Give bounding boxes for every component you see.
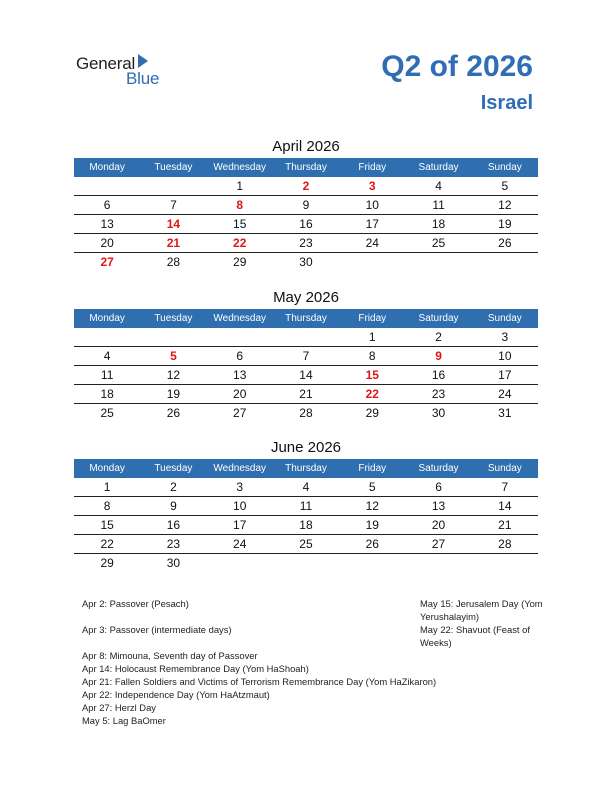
day-cell: 27 bbox=[431, 537, 446, 551]
day-cell: 31 bbox=[498, 406, 512, 420]
week-row bbox=[74, 328, 538, 347]
day-cell: 23 bbox=[431, 387, 446, 401]
day-cell: 1 bbox=[236, 179, 244, 193]
day-cell: 25 bbox=[431, 236, 446, 250]
month-grid bbox=[74, 177, 538, 271]
empty-day-cell bbox=[74, 177, 140, 195]
weekday-label: Monday bbox=[89, 463, 125, 474]
weekday-label: Thursday bbox=[285, 313, 327, 324]
weekday-label: Saturday bbox=[418, 313, 459, 324]
weekday-label: Friday bbox=[358, 162, 387, 173]
month-title: April 2026 bbox=[272, 138, 340, 155]
day-cell: 26 bbox=[166, 406, 181, 420]
day-cell: 30 bbox=[299, 255, 313, 269]
day-cell: 10 bbox=[365, 198, 379, 212]
weekday-label: Sunday bbox=[487, 313, 522, 324]
day-cell: 5 bbox=[368, 480, 376, 494]
day-cell: 18 bbox=[431, 217, 446, 231]
weekday-label: Friday bbox=[358, 313, 387, 324]
day-cell: 27 bbox=[100, 255, 114, 269]
weekday-header bbox=[74, 309, 538, 328]
empty-day-cell bbox=[472, 253, 538, 271]
quarter-title: Q2 of 2026 bbox=[381, 50, 533, 83]
day-cell: 24 bbox=[498, 387, 512, 401]
month-grid bbox=[74, 328, 538, 422]
empty-day-cell bbox=[472, 554, 538, 572]
day-cell: 14 bbox=[299, 368, 313, 382]
logo-word-blue: Blue bbox=[126, 69, 160, 88]
holiday-note: Apr 21: Fallen Soldiers and Victims of Terrorism Remembrance Day (Yom HaZikaron) bbox=[82, 676, 437, 687]
week-row bbox=[74, 234, 538, 253]
day-cell: 7 bbox=[170, 198, 177, 212]
weekday-label: Monday bbox=[89, 162, 125, 173]
day-cell: 8 bbox=[103, 499, 111, 513]
month-title: May 2026 bbox=[273, 289, 339, 306]
day-cell: 21 bbox=[166, 236, 181, 250]
day-cell: 6 bbox=[103, 198, 111, 212]
day-cell: 14 bbox=[498, 499, 512, 513]
empty-day-cell bbox=[207, 328, 273, 346]
holiday-note: May 5: Lag BaOmer bbox=[82, 715, 166, 726]
month-grid bbox=[74, 478, 538, 572]
weekday-label: Tuesday bbox=[154, 463, 193, 474]
day-cell: 24 bbox=[365, 236, 379, 250]
week-row bbox=[74, 404, 538, 422]
empty-day-cell bbox=[339, 253, 405, 271]
day-cell: 4 bbox=[435, 179, 442, 193]
empty-day-cell bbox=[140, 328, 206, 346]
day-cell: 27 bbox=[233, 406, 247, 420]
holiday-notes-left bbox=[82, 597, 436, 727]
day-cell: 12 bbox=[166, 368, 181, 382]
month-june bbox=[74, 437, 538, 572]
weekday-label: Tuesday bbox=[154, 162, 193, 173]
day-cell: 3 bbox=[368, 179, 376, 193]
day-cell: 6 bbox=[236, 349, 244, 363]
logo-word-general: General bbox=[76, 54, 136, 73]
week-row bbox=[74, 177, 538, 196]
day-cell: 22 bbox=[233, 236, 247, 250]
day-cell: 6 bbox=[435, 480, 442, 494]
weekday-label: Saturday bbox=[418, 463, 459, 474]
holiday-note: Apr 3: Passover (intermediate days) bbox=[82, 624, 232, 635]
day-cell: 2 bbox=[435, 330, 442, 344]
day-cell: 28 bbox=[166, 255, 181, 269]
logo bbox=[76, 52, 176, 88]
weekday-header bbox=[74, 158, 538, 177]
day-cell: 23 bbox=[299, 236, 313, 250]
day-cell: 8 bbox=[236, 198, 244, 212]
day-cell: 29 bbox=[233, 255, 247, 269]
day-cell: 19 bbox=[498, 217, 512, 231]
day-cell: 29 bbox=[100, 556, 114, 570]
day-cell: 26 bbox=[498, 236, 512, 250]
week-row bbox=[74, 347, 538, 366]
day-cell: 15 bbox=[100, 518, 114, 532]
day-cell: 28 bbox=[299, 406, 313, 420]
day-cell: 22 bbox=[100, 537, 114, 551]
day-cell: 22 bbox=[365, 387, 379, 401]
day-cell: 10 bbox=[233, 499, 247, 513]
weekday-label: Tuesday bbox=[154, 313, 193, 324]
day-cell: 16 bbox=[299, 217, 313, 231]
day-cell: 24 bbox=[233, 537, 247, 551]
weekday-label: Wednesday bbox=[213, 463, 267, 474]
week-row bbox=[74, 366, 538, 385]
note-spacer bbox=[82, 610, 436, 623]
holiday-note: Apr 14: Holocaust Remembrance Day (Yom HaShoah) bbox=[82, 663, 309, 674]
week-row bbox=[74, 253, 538, 271]
day-cell: 25 bbox=[299, 537, 313, 551]
day-cell: 13 bbox=[100, 217, 114, 231]
holiday-note: May 15: Jerusalem Day (Yom Yerushalayim) bbox=[420, 598, 543, 622]
day-cell: 4 bbox=[103, 349, 111, 363]
empty-day-cell bbox=[207, 554, 273, 572]
empty-day-cell bbox=[405, 253, 471, 271]
day-cell: 19 bbox=[365, 518, 379, 532]
day-cell: 30 bbox=[431, 406, 446, 420]
holiday-note: Apr 27: Herzl Day bbox=[82, 702, 156, 713]
holiday-notes-right bbox=[420, 597, 545, 649]
country-name: Israel bbox=[480, 92, 533, 114]
month-may bbox=[74, 287, 538, 422]
day-cell: 7 bbox=[302, 349, 310, 363]
empty-day-cell bbox=[273, 554, 339, 572]
day-cell: 9 bbox=[170, 499, 177, 513]
holiday-note: May 22: Shavuot (Feast of Weeks) bbox=[420, 624, 530, 648]
day-cell: 5 bbox=[501, 179, 509, 193]
day-cell: 18 bbox=[100, 387, 114, 401]
day-cell: 13 bbox=[431, 499, 446, 513]
day-cell: 11 bbox=[299, 499, 313, 513]
week-row bbox=[74, 497, 538, 516]
day-cell: 13 bbox=[233, 368, 247, 382]
day-cell: 28 bbox=[498, 537, 512, 551]
day-cell: 14 bbox=[166, 217, 181, 231]
logo-triangle-icon bbox=[138, 54, 148, 68]
holiday-note: Apr 2: Passover (Pesach) bbox=[82, 598, 189, 609]
day-cell: 16 bbox=[166, 518, 181, 532]
week-row bbox=[74, 215, 538, 234]
weekday-label: Saturday bbox=[418, 162, 459, 173]
weekday-header bbox=[74, 459, 538, 478]
day-cell: 29 bbox=[365, 406, 379, 420]
day-cell: 10 bbox=[498, 349, 512, 363]
week-row bbox=[74, 196, 538, 215]
weekday-label: Wednesday bbox=[213, 313, 267, 324]
weekday-label: Friday bbox=[358, 463, 387, 474]
note-spacer bbox=[82, 636, 436, 649]
day-cell: 1 bbox=[368, 330, 376, 344]
weekday-label: Wednesday bbox=[213, 162, 267, 173]
day-cell: 26 bbox=[365, 537, 379, 551]
day-cell: 21 bbox=[299, 387, 313, 401]
day-cell: 9 bbox=[302, 198, 310, 212]
day-cell: 15 bbox=[233, 217, 247, 231]
month-title: June 2026 bbox=[270, 439, 342, 456]
day-cell: 20 bbox=[431, 518, 446, 532]
empty-day-cell bbox=[339, 554, 405, 572]
day-cell: 5 bbox=[170, 349, 177, 363]
day-cell: 9 bbox=[435, 349, 442, 363]
day-cell: 11 bbox=[432, 198, 445, 212]
weekday-label: Sunday bbox=[487, 463, 522, 474]
week-row bbox=[74, 554, 538, 572]
day-cell: 17 bbox=[233, 518, 247, 532]
day-cell: 23 bbox=[166, 537, 181, 551]
weekday-label: Thursday bbox=[285, 463, 327, 474]
day-cell: 11 bbox=[100, 368, 114, 382]
empty-day-cell bbox=[74, 328, 140, 346]
day-cell: 2 bbox=[170, 480, 177, 494]
day-cell: 4 bbox=[302, 480, 310, 494]
day-cell: 12 bbox=[365, 499, 379, 513]
day-cell: 16 bbox=[431, 368, 446, 382]
day-cell: 3 bbox=[236, 480, 244, 494]
empty-day-cell bbox=[140, 177, 206, 195]
holiday-note: Apr 8: Mimouna, Seventh day of Passover bbox=[82, 650, 258, 661]
day-cell: 8 bbox=[368, 349, 376, 363]
day-cell: 20 bbox=[100, 236, 114, 250]
day-cell: 2 bbox=[302, 179, 310, 193]
day-cell: 7 bbox=[501, 480, 509, 494]
day-cell: 20 bbox=[233, 387, 247, 401]
week-row bbox=[74, 516, 538, 535]
week-row bbox=[74, 478, 538, 497]
empty-day-cell bbox=[273, 328, 339, 346]
weekday-label: Thursday bbox=[285, 162, 327, 173]
holiday-note: Apr 22: Independence Day (Yom HaAtzmaut) bbox=[82, 689, 270, 700]
week-row bbox=[74, 385, 538, 404]
weekday-label: Monday bbox=[89, 313, 125, 324]
day-cell: 3 bbox=[501, 330, 509, 344]
day-cell: 17 bbox=[365, 217, 379, 231]
day-cell: 18 bbox=[299, 518, 313, 532]
day-cell: 12 bbox=[498, 198, 512, 212]
day-cell: 1 bbox=[103, 480, 111, 494]
week-row bbox=[74, 535, 538, 554]
day-cell: 17 bbox=[498, 368, 512, 382]
empty-day-cell bbox=[405, 554, 471, 572]
day-cell: 21 bbox=[498, 518, 512, 532]
weekday-label: Sunday bbox=[487, 162, 522, 173]
day-cell: 25 bbox=[100, 406, 114, 420]
day-cell: 15 bbox=[365, 368, 379, 382]
day-cell: 19 bbox=[166, 387, 181, 401]
day-cell: 30 bbox=[166, 556, 181, 570]
month-april bbox=[74, 136, 538, 271]
